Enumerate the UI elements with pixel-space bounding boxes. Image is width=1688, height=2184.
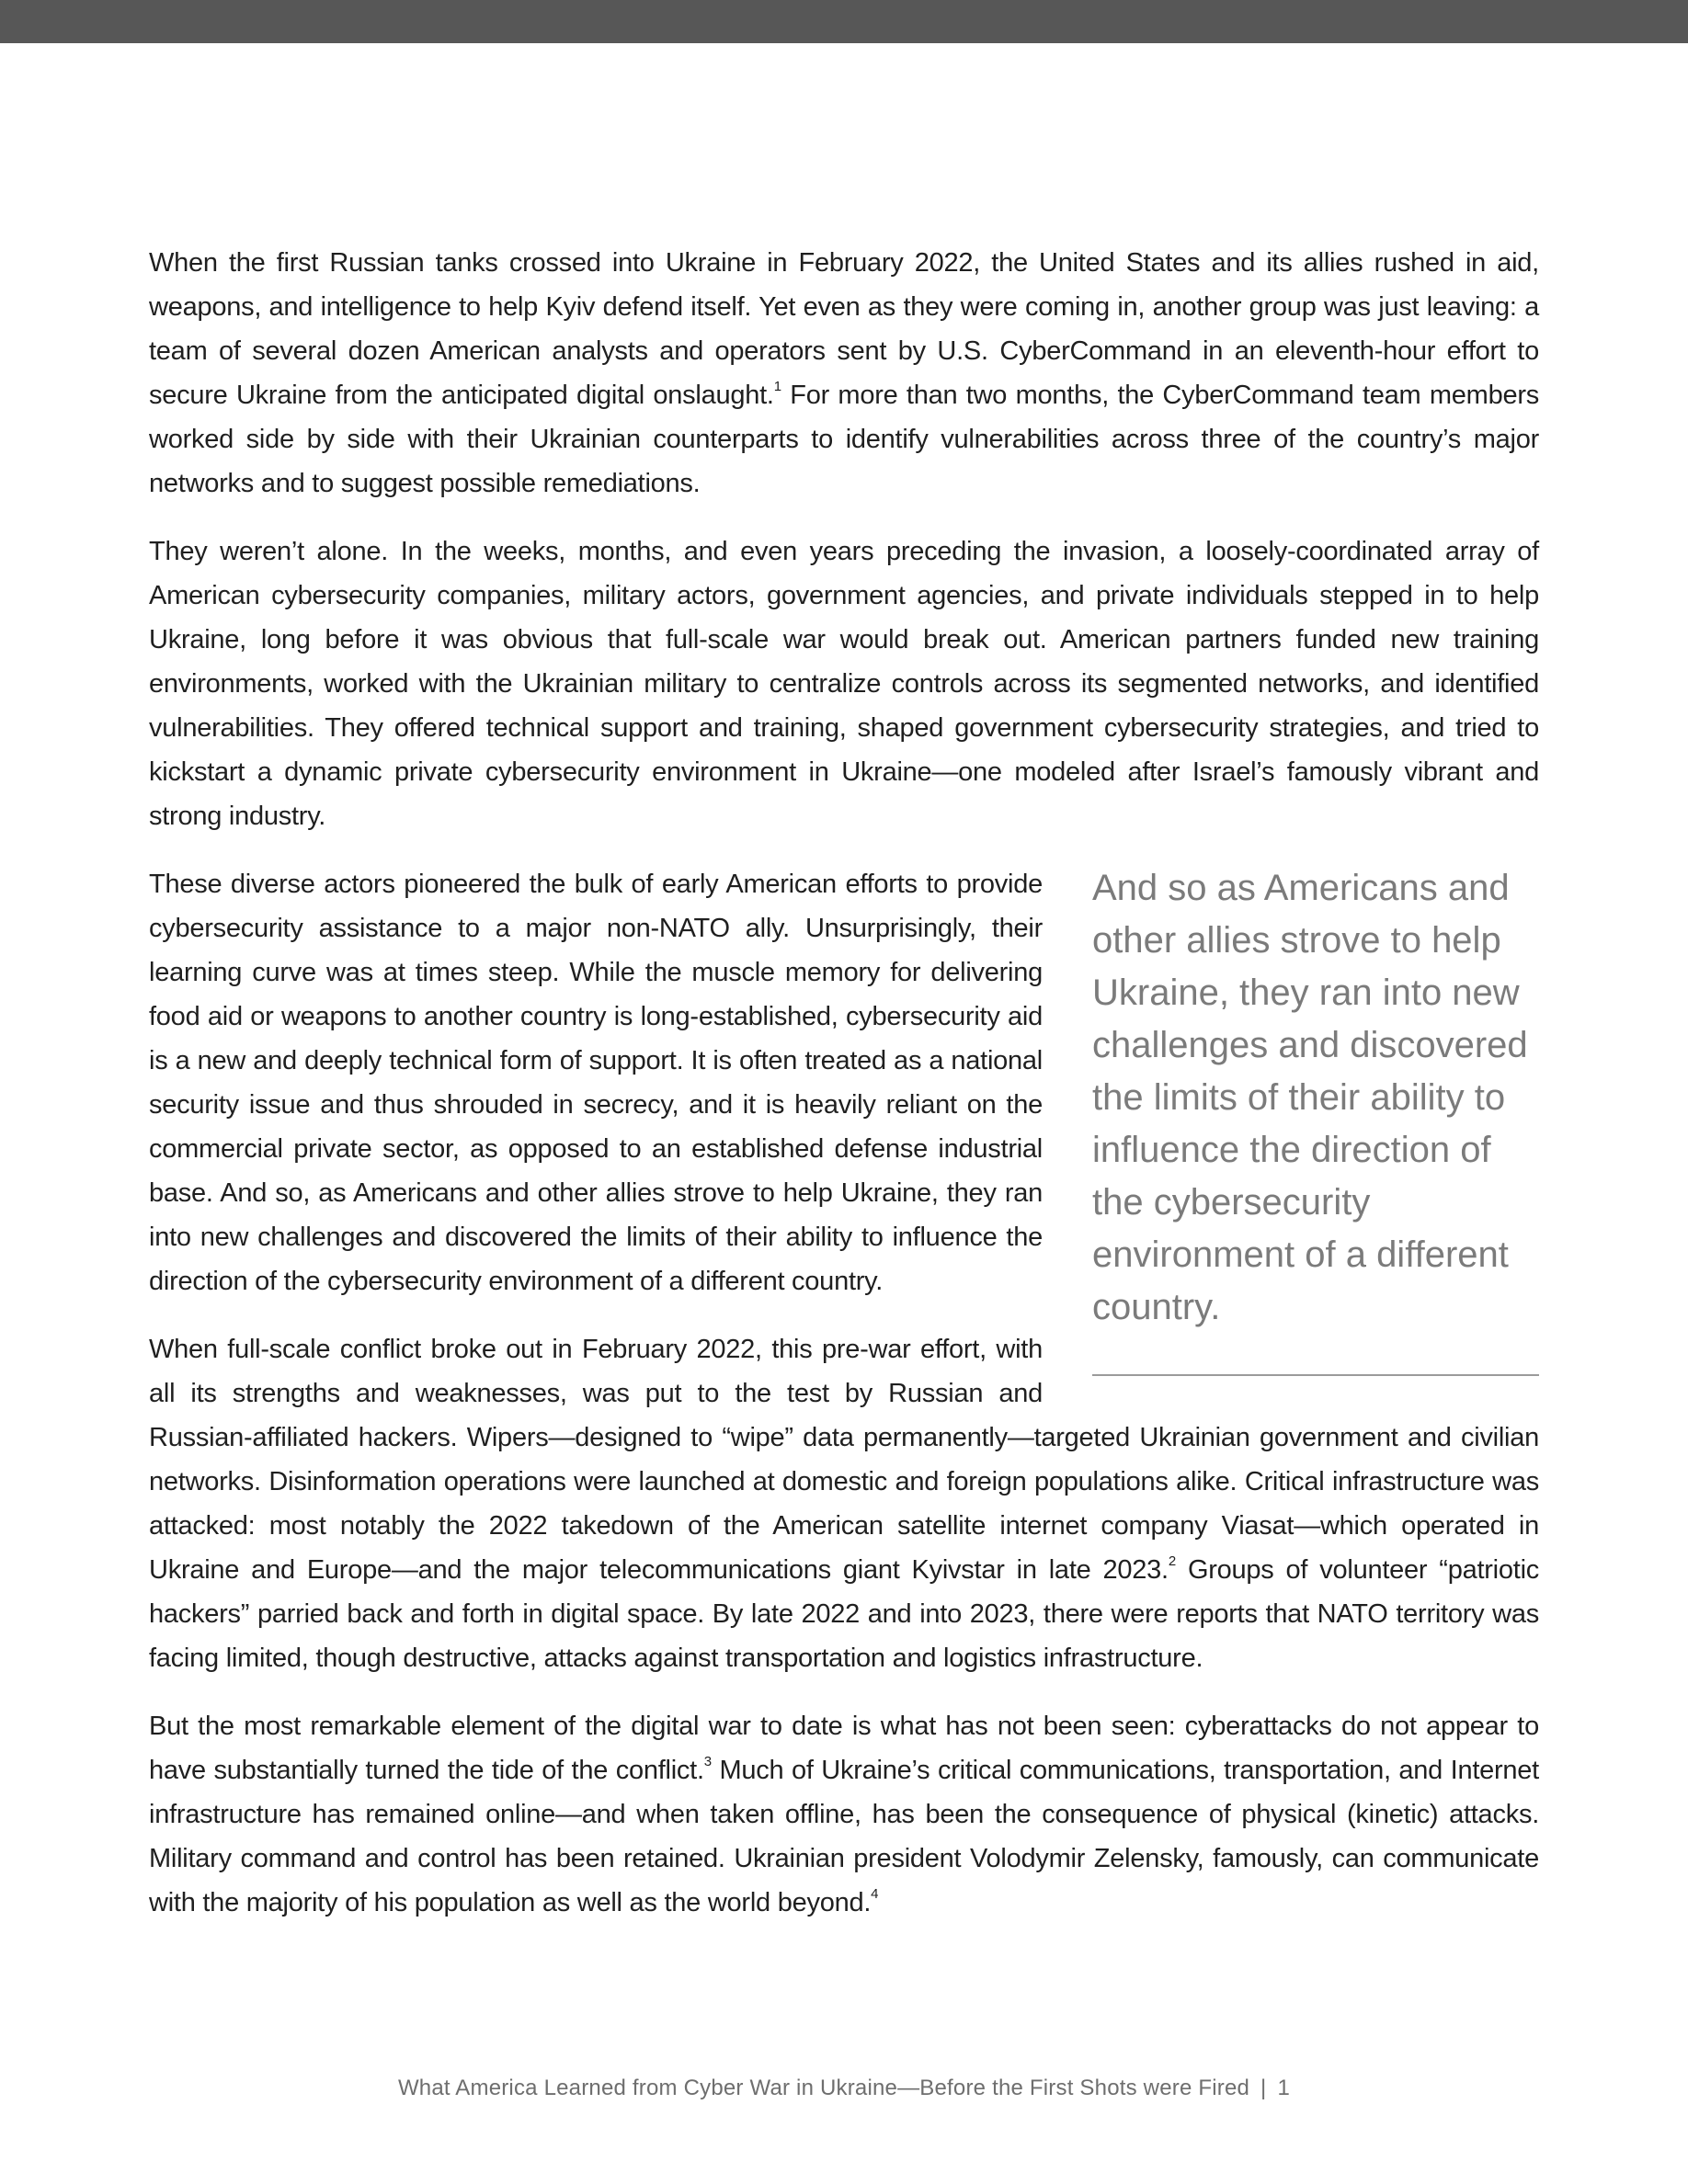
footnote-ref-4: 4 xyxy=(871,1886,879,1902)
pullquote-divider xyxy=(1092,1374,1539,1376)
paragraph-5 xyxy=(149,1704,1539,1925)
pullquote-text: And so as Americans and other allies strove to help Ukraine, they ran into new challenges and discovered the limits of their ability to influence the direction of the cybersecurity environment of a different country. xyxy=(1092,868,1528,1327)
pullquote-section xyxy=(149,862,1539,1680)
pullquote xyxy=(1092,862,1539,1376)
paragraph-text: When full-scale conflict broke out in February 2022, this pre-war effort, with all its strengths and weaknesses, was put to the test by Russian and Russian-affiliated hackers. Wipers—designed to “wipe” data permanently—targeted Ukrainian government and civilian networks. Disinformation operations were launched at domestic and foreign populations alike. Critical infrastructure was attacked: most notably the 2022 takedown of the American satellite internet company Viasat—which operated in Ukraine and Europe—and the major telecommunications giant Kyivstar in late 2023. xyxy=(149,1335,1539,1585)
page-footer xyxy=(0,2076,1688,2101)
footer-separator: | xyxy=(1260,2076,1267,2100)
paragraph-text: But the most remarkable element of the digital war to date is what has not been seen: cyberattacks do not appear to have substantially turned the tide of the conflict. xyxy=(149,1712,1539,1785)
footnote-ref-3: 3 xyxy=(703,1754,712,1769)
page-number: 1 xyxy=(1277,2076,1291,2100)
paragraph-1 xyxy=(149,241,1539,506)
paragraph-text: For more than two months, the CyberCommand team members worked side by side with their Ukrainian counterparts to identify vulnerabilities across three of the country’s major networks and to suggest possible remediations. xyxy=(149,381,1539,498)
footnote-ref-1: 1 xyxy=(773,379,781,394)
article-body xyxy=(149,241,1539,1949)
paragraph-2 xyxy=(149,529,1539,838)
paragraph-text: Groups of volunteer “patriotic hackers” parried back and forth in digital space. By late 2022 and into 2023, there were reports that NATO territory was facing limited, though destructive, attacks against transportation and logistics infrastructure. xyxy=(149,1555,1540,1673)
paragraph-text: Much of Ukraine’s critical communications, transportation, and Internet infrastructure has remained online—and when taken offline, has been the consequence of physical (kinetic) attacks. Military command and control has been retained. Ukrainian president Volodymir Zelensky, famously, can communicate with the majority of his population as well as the world beyond. xyxy=(149,1756,1539,1917)
paragraph-text: These diverse actors pioneered the bulk of early American efforts to provide cybersecurity assistance to a major non-NATO ally. Unsurprisingly, their learning curve was at times steep. While the muscle memory for delivering food aid or weapons to another country is long-established, cybersecurity aid is a new and deeply technical form of support. It is often treated as a national security issue and thus shrouded in secrecy, and it is heavily reliant on the commercial private sector, as opposed to an established defense industrial base. And so, as Americans and other allies strove to help Ukraine, they ran into new challenges and discovered the limits of their ability to influence the direction of the cybersecurity environment of a different country. xyxy=(149,870,1043,1296)
paragraph-text: When the first Russian tanks crossed into Ukraine in February 2022, the United States and its allies rushed in aid, weapons, and intelligence to help Kyiv defend itself. Yet even as they were coming in, another group was just leaving: a team of several dozen American analysts and operators sent by U.S. CyberCommand in an eleventh-hour effort to secure Ukraine from the anticipated digital onslaught. xyxy=(149,248,1539,410)
paragraph-4 xyxy=(149,1327,1539,1680)
footnote-ref-2: 2 xyxy=(1168,1553,1176,1569)
paragraph-text: They weren’t alone. In the weeks, months, and even years preceding the invasion, a loosely-coordinated array of American cybersecurity companies, military actors, government agencies, and private individuals stepped in to help Ukraine, long before it was obvious that full-scale war would break out. American partners funded new training environments, worked with the Ukrainian military to centralize controls across its segmented networks, and identified vulnerabilities. They offered technical support and training, shaped government cybersecurity strategies, and tried to kickstart a dynamic private cybersecurity environment in Ukraine—one modeled after Israel’s famously vibrant and strong industry. xyxy=(149,537,1539,831)
top-bar xyxy=(0,0,1688,43)
footer-title: What America Learned from Cyber War in Ukraine—Before the First Shots were Fired xyxy=(397,2076,1250,2100)
